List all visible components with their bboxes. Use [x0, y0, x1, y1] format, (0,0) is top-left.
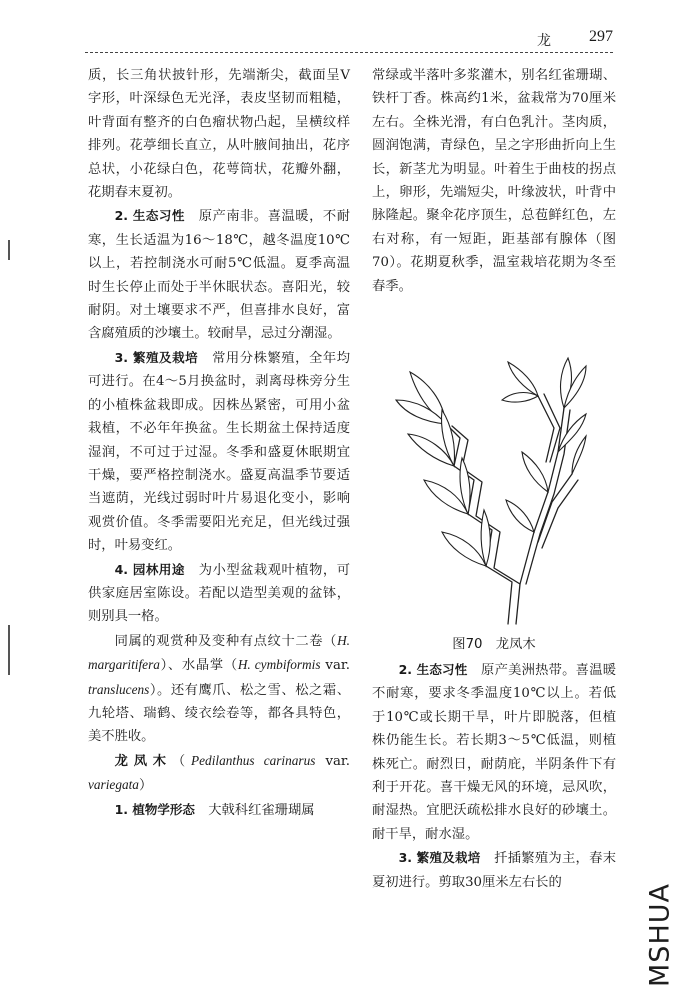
section-heading: 2. 生态习性	[398, 662, 468, 677]
scan-edge-mark	[8, 625, 10, 675]
plant-heading: 龙凤木（Pedilanthus carinarus var. variegata）	[88, 752, 351, 794]
section-text: 扦插繁殖为主，春末夏初进行。剪取30厘米左右长的	[372, 851, 616, 890]
branch-stem	[538, 394, 560, 462]
section-heading: 1. 植物学形态	[114, 801, 195, 817]
section-ecology	[372, 658, 616, 846]
leaf	[502, 393, 538, 403]
page-header	[85, 28, 613, 48]
figure-caption: 图70 龙凤木	[452, 637, 536, 652]
section-landscape-use	[88, 558, 350, 629]
section-propagation	[88, 346, 350, 558]
section-propagation	[372, 846, 616, 894]
page-number: 297	[589, 28, 613, 45]
section-text: 原产南非。喜温暖，不耐寒，生长适温为16～18℃，越冬温度10℃以上，若控制浇水可耐5℃低温。夏季高温时生长停止而处于半休眠状态。喜阳光，较耐阴。对土壤要求不严，但喜排水良好，富含腐殖质的沙壤土。较耐旱，忌过分潮湿。	[88, 209, 351, 342]
section-morphology	[88, 798, 350, 822]
paragraph-varieties: 同属的观赏种及变种有点纹十二卷（H. margaritifera）、水晶掌（H. cymbiformis var. translucens）。还有鹰爪、松之雪、松之霜、九轮塔、瑞鹤、绫衣绘卷等，都各具特色，美不胜收。	[88, 632, 350, 745]
scan-edge-mark	[8, 240, 10, 260]
header-rule	[85, 52, 613, 53]
watermark-text: MSHUA	[644, 883, 676, 987]
plant-name: 龙凤木	[114, 753, 172, 769]
leaf	[522, 452, 548, 492]
right-column-top	[372, 64, 616, 298]
section-ecology	[88, 204, 350, 345]
plant-latin-name: Pedilanthus carinarus	[191, 752, 316, 768]
leaf	[508, 362, 538, 396]
watermark	[640, 878, 680, 993]
section-heading: 4. 园林用途	[114, 561, 185, 577]
paragraph: 常绿或半落叶多浆灌木，别名红雀珊瑚、铁杆丁香。株高约1米，盆栽常为70厘米左右。全株光滑，有白色乳汁。茎肉质，圆润饱满，青绿色，呈之字形曲折向上生长，新茎尤为明显。叶着生于曲枝的拐点上，卵形，先端短尖，叶缘波状，叶背中脉隆起。聚伞花序顶生，总苞鲜红色，左右对称，有一短距，距基部有腺体（图70）。花期夏秋季，温室栽培花期为冬至春季。	[372, 68, 616, 294]
left-column	[88, 64, 350, 822]
section-heading: 2. 生态习性	[114, 208, 185, 224]
leaf	[506, 500, 534, 532]
section-text: 常用分株繁殖，全年均可进行。在4～5月换盆时，剥离母株旁分生的小植株盆栽即成。因株丛紧密，可用小盆栽植，不必年年换盆。生长期盆土保持适度湿润，不可过于过湿。冬季和盛夏休眠期宜干燥，要严格控制浇水。盛夏高温季节要适当遮荫，光线过弱时叶片易退化变小，影响观赏价值。冬季需要阳光充足，但光线过强时，叶易变红。	[88, 350, 350, 554]
section-heading: 3. 繁殖及栽培	[114, 349, 199, 365]
leaf	[481, 510, 490, 566]
leaf	[442, 532, 486, 566]
section-text: 为小型盆栽观叶植物，可供家庭居室陈设。若配以造型美观的盆钵，则别具一格。	[88, 562, 351, 625]
branch-stem	[520, 408, 570, 584]
paragraph: 质，长三角状披针形，先端渐尖，截面呈V字形，叶深绿色无光泽，表皮坚韧而粗糙，叶背面有整齐的白色瘤状物凸起，呈横纹样排列。花葶细长直立，从叶腋间抽出，花序总状，小花绿白色，花萼筒状，花瓣外翻，花期春末夏初。	[88, 68, 350, 201]
leaf	[572, 436, 586, 474]
section-text: 大戟科红雀珊瑚属	[208, 802, 315, 818]
running-title: 龙	[537, 33, 551, 49]
plant-latin-variety: variegata	[88, 777, 139, 793]
right-column-bottom	[372, 658, 616, 894]
plant-illustration	[388, 352, 588, 627]
section-text: 原产美洲热带。喜温暖不耐寒，要求冬季温度10℃以上。若低于10℃或长期干旱，叶片即脱落，但植株仍能生长。若长期3～5℃低温，则植株死亡。耐烈日，耐荫庇，半阴条件下有利于开花。喜干燥无风的环境，忌风吹，耐湿热。宜肥沃疏松排水良好的砂壤土。耐干旱，耐水湿。	[372, 663, 617, 842]
section-heading: 3. 繁殖及栽培	[398, 850, 481, 866]
